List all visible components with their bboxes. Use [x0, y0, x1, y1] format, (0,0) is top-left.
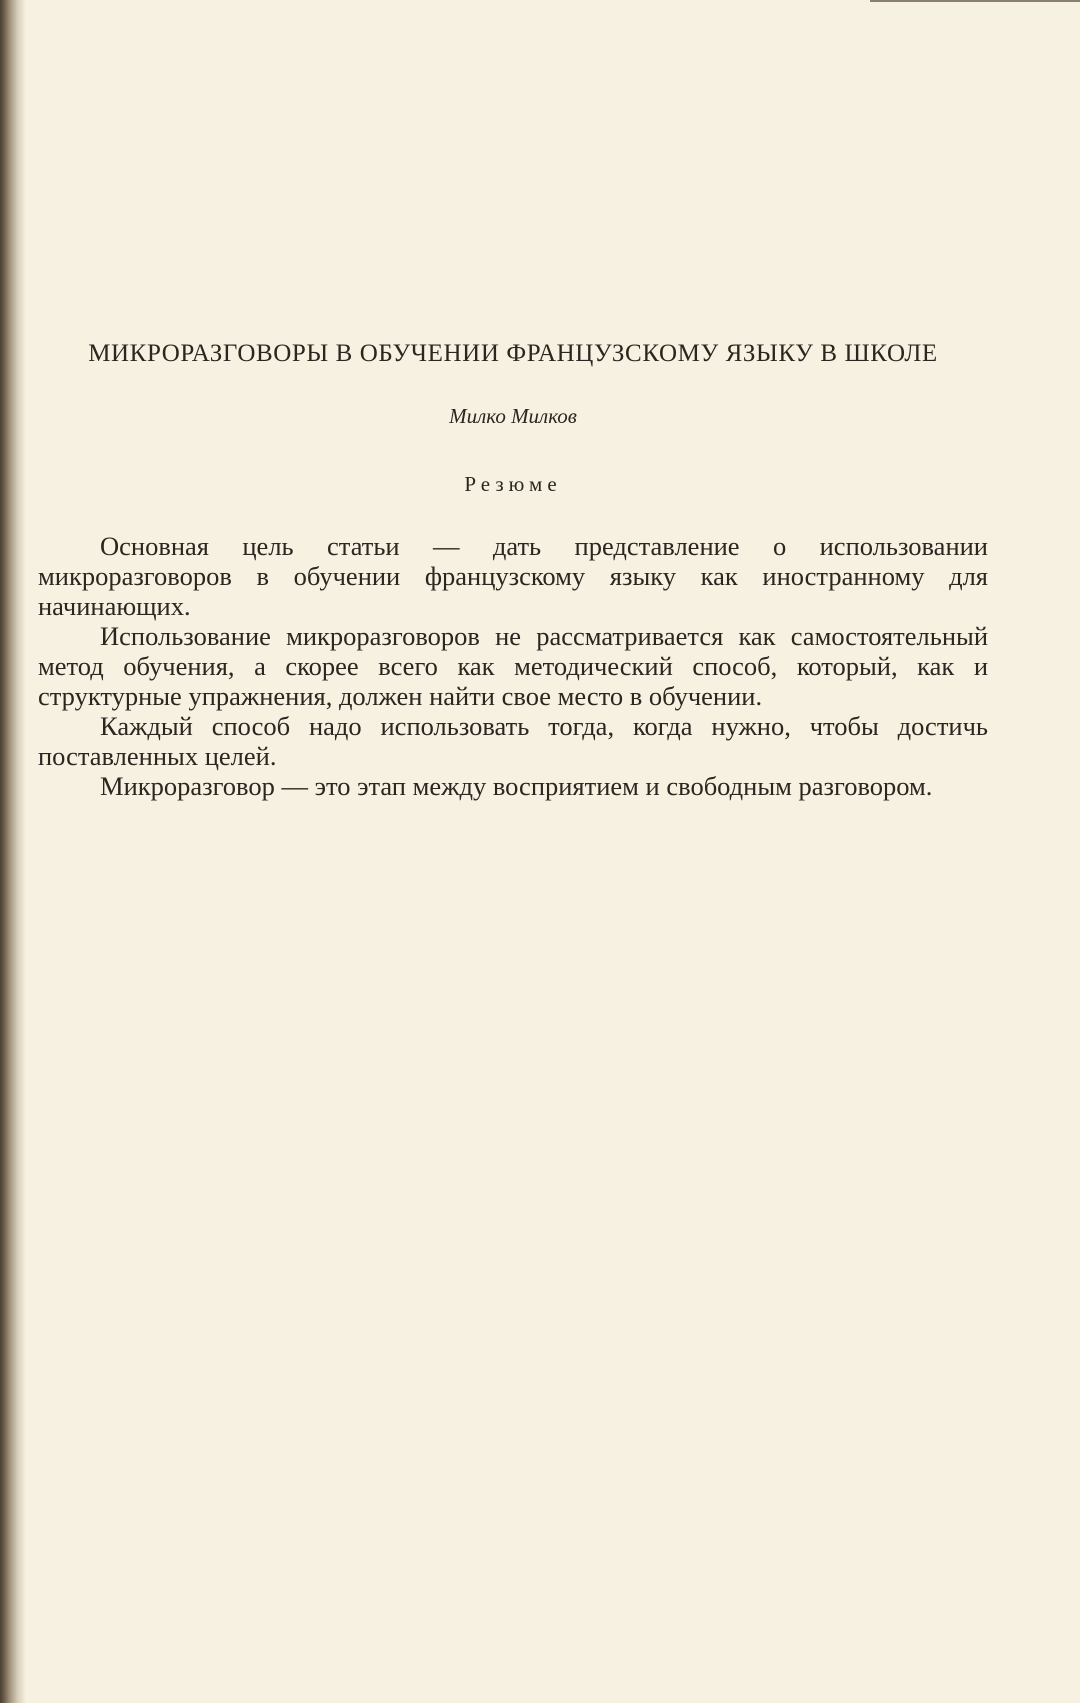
summary-body [38, 531, 988, 801]
article-author: Милко Милков [449, 404, 577, 428]
document-page [38, 0, 988, 1703]
summary-paragraph: Использование микроразговоров не рассматривается как самостоятельный метод обучения, а скорее всего как методический способ, который, как и структурные упражнения, должен найти свое место в обучении. [38, 621, 988, 711]
summary-paragraph: Микроразговор — это этап между восприятием и свободным разговором. [100, 771, 933, 801]
book-spine-shadow [0, 0, 26, 1703]
summary-paragraph: Основная цель статьи — дать представление о использовании микроразговоров в обучении французскому языку как иностранному для начинающих. [38, 531, 988, 621]
summary-paragraph: Каждый способ надо использовать тогда, когда нужно, чтобы достичь поставленных целей. [38, 711, 988, 771]
article-title: МИКРОРАЗГОВОРЫ В ОБУЧЕНИИ ФРАНЦУЗСКОМУ ЯЗЫКУ В ШКОЛЕ [88, 340, 938, 367]
summary-heading: Резюме [464, 472, 562, 496]
